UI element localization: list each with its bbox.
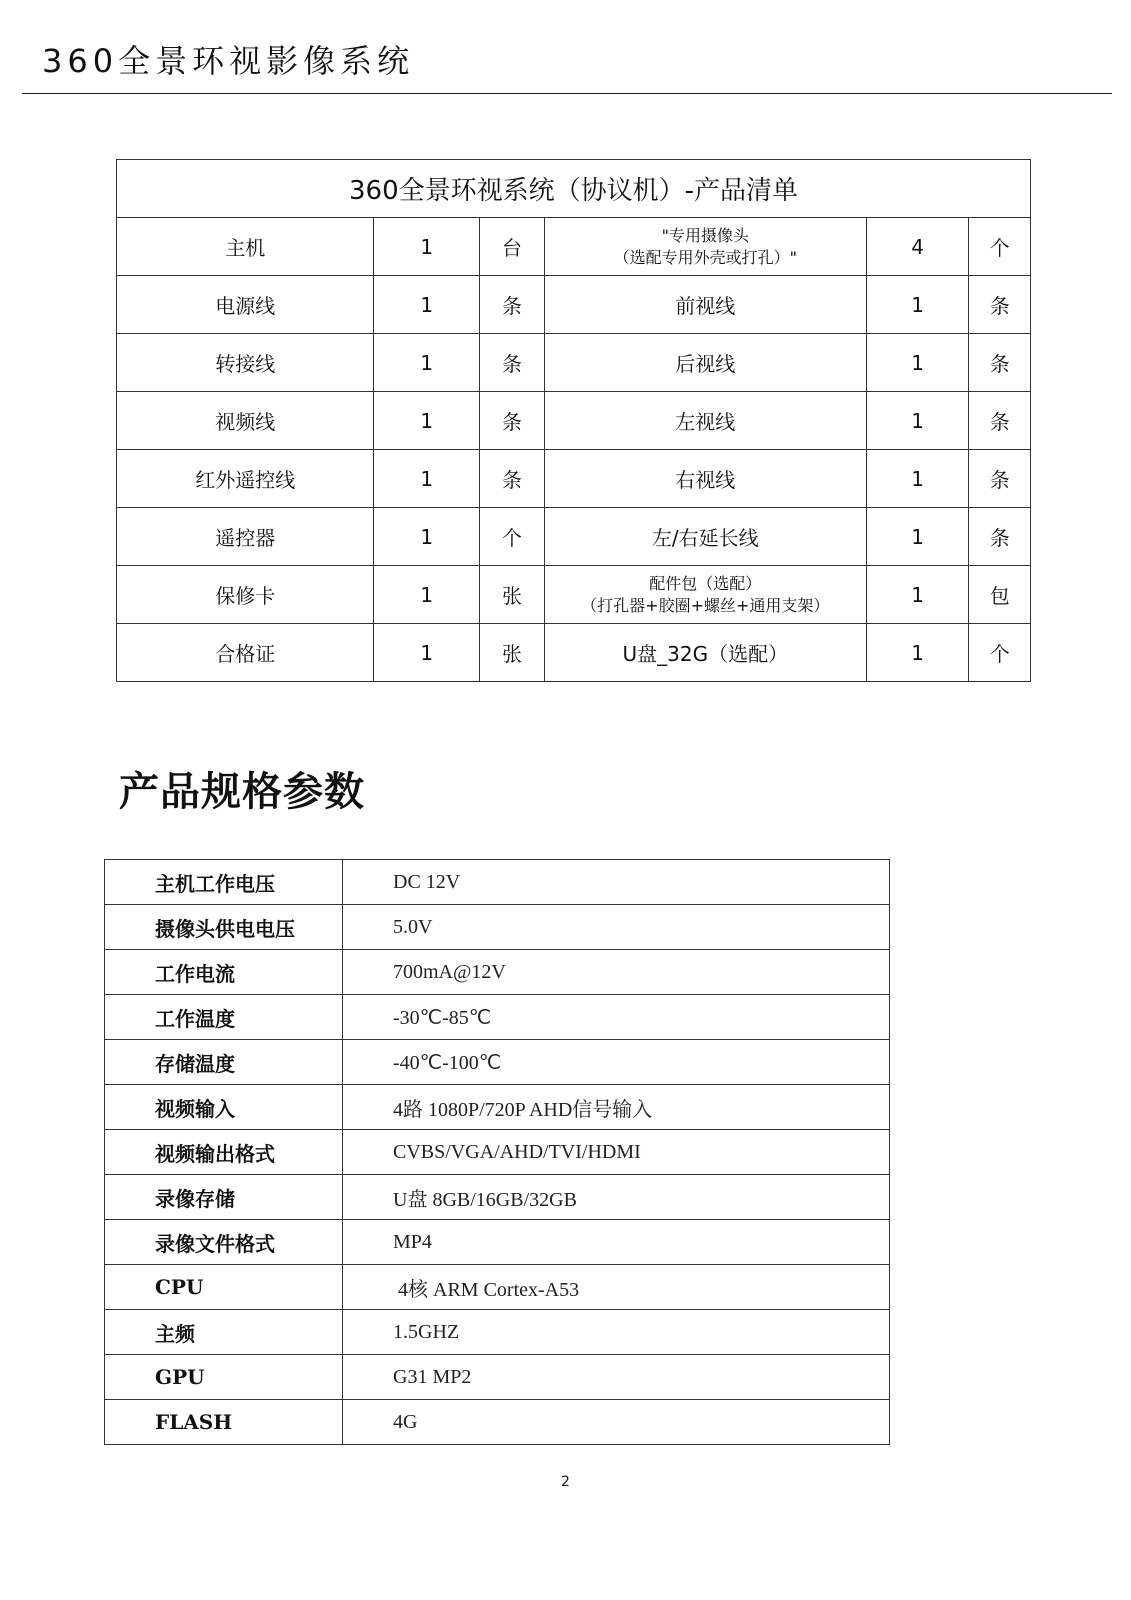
spec-row — [105, 1175, 890, 1220]
packing-list-row — [117, 508, 1031, 566]
spec-value: 4路 1080P/720P AHD信号输入 — [343, 1085, 890, 1130]
spec-row — [105, 905, 890, 950]
item-unit: 包 — [969, 566, 1031, 624]
item-unit: 台 — [480, 218, 545, 276]
item-unit: 条 — [969, 334, 1031, 392]
item-name: 主机 — [117, 218, 374, 276]
spec-row — [105, 950, 890, 995]
item-name: 保修卡 — [117, 566, 374, 624]
spec-value: 4G — [343, 1400, 890, 1445]
item-qty: 1 — [866, 624, 969, 682]
item-qty: 1 — [866, 450, 969, 508]
spec-label: 工作电流 — [105, 950, 343, 995]
spec-row — [105, 1400, 890, 1445]
spec-label: 录像文件格式 — [105, 1220, 343, 1265]
item-name: 转接线 — [117, 334, 374, 392]
item-unit: 条 — [480, 276, 545, 334]
item-name: 前视线 — [544, 276, 866, 334]
spec-label: FLASH — [105, 1400, 343, 1445]
spec-label: GPU — [105, 1355, 343, 1400]
packing-list-row — [117, 334, 1031, 392]
item-name: 合格证 — [117, 624, 374, 682]
packing-list-row — [117, 276, 1031, 334]
item-qty: 1 — [374, 334, 480, 392]
item-name-line: （打孔器+胶圈+螺丝+通用支架） — [581, 595, 830, 615]
item-name-line: 配件包（选配） — [649, 573, 762, 593]
spec-row — [105, 1085, 890, 1130]
page-number: 2 — [561, 1474, 570, 1490]
item-unit: 个 — [969, 218, 1031, 276]
item-name: 红外遥控线 — [117, 450, 374, 508]
item-name: U盘_32G（选配） — [544, 624, 866, 682]
item-qty: 1 — [374, 218, 480, 276]
item-qty: 1 — [374, 276, 480, 334]
item-unit: 条 — [480, 334, 545, 392]
item-name: 遥控器 — [117, 508, 374, 566]
item-qty: 1 — [866, 508, 969, 566]
packing-list-table — [116, 159, 1031, 682]
item-unit: 条 — [969, 450, 1031, 508]
item-qty: 1 — [374, 624, 480, 682]
spec-label: 存储温度 — [105, 1040, 343, 1085]
packing-list-row — [117, 566, 1031, 624]
packing-list-row — [117, 392, 1031, 450]
packing-list-title: 360全景环视系统（协议机）-产品清单 — [117, 160, 1031, 218]
spec-value: G31 MP2 — [343, 1355, 890, 1400]
item-qty: 1 — [866, 392, 969, 450]
spec-value: DC 12V — [343, 860, 890, 905]
item-qty: 1 — [866, 566, 969, 624]
item-name — [544, 566, 866, 624]
item-name: 视频线 — [117, 392, 374, 450]
spec-label: 工作温度 — [105, 995, 343, 1040]
spec-value: U盘 8GB/16GB/32GB — [343, 1175, 890, 1220]
spec-value: -40℃-100℃ — [343, 1040, 890, 1085]
item-unit: 条 — [969, 508, 1031, 566]
spec-label: CPU — [105, 1265, 343, 1310]
item-unit: 张 — [480, 566, 545, 624]
document-header-title: 360全景环视影像系统 — [42, 42, 415, 80]
item-unit: 条 — [969, 392, 1031, 450]
packing-list-row — [117, 218, 1031, 276]
item-unit: 张 — [480, 624, 545, 682]
spec-row — [105, 995, 890, 1040]
item-name: 电源线 — [117, 276, 374, 334]
spec-value: 1.5GHZ — [343, 1310, 890, 1355]
spec-row — [105, 1040, 890, 1085]
spec-row — [105, 1220, 890, 1265]
spec-label: 录像存储 — [105, 1175, 343, 1220]
item-name: 左/右延长线 — [544, 508, 866, 566]
item-unit: 条 — [969, 276, 1031, 334]
item-unit: 条 — [480, 450, 545, 508]
spec-label: 主机工作电压 — [105, 860, 343, 905]
item-name: 后视线 — [544, 334, 866, 392]
spec-value: -30℃-85℃ — [343, 995, 890, 1040]
spec-label: 主频 — [105, 1310, 343, 1355]
spec-label: 视频输入 — [105, 1085, 343, 1130]
item-qty: 1 — [374, 508, 480, 566]
item-qty: 1 — [374, 392, 480, 450]
spec-row — [105, 1265, 890, 1310]
item-name-line: （选配专用外壳或打孔）" — [613, 247, 797, 267]
item-qty: 1 — [374, 450, 480, 508]
spec-row — [105, 1355, 890, 1400]
header-divider — [22, 93, 1112, 94]
item-qty: 1 — [866, 276, 969, 334]
item-qty: 1 — [866, 334, 969, 392]
item-name: 右视线 — [544, 450, 866, 508]
specs-heading: 产品规格参数 — [119, 769, 365, 815]
item-name-line: "专用摄像头 — [661, 225, 749, 245]
specs-table — [104, 859, 890, 1445]
packing-list-row — [117, 450, 1031, 508]
spec-value: 5.0V — [343, 905, 890, 950]
spec-label: 视频输出格式 — [105, 1130, 343, 1175]
item-unit: 个 — [480, 508, 545, 566]
spec-row — [105, 1130, 890, 1175]
item-qty: 4 — [866, 218, 969, 276]
spec-row — [105, 1310, 890, 1355]
item-qty: 1 — [374, 566, 480, 624]
item-unit: 个 — [969, 624, 1031, 682]
spec-value: 700mA@12V — [343, 950, 890, 995]
spec-value: CVBS/VGA/AHD/TVI/HDMI — [343, 1130, 890, 1175]
spec-label: 摄像头供电电压 — [105, 905, 343, 950]
item-name — [544, 218, 866, 276]
packing-list-row — [117, 624, 1031, 682]
spec-value: 4核 ARM Cortex-A53 — [343, 1265, 890, 1310]
spec-row — [105, 860, 890, 905]
spec-value: MP4 — [343, 1220, 890, 1265]
item-name: 左视线 — [544, 392, 866, 450]
item-unit: 条 — [480, 392, 545, 450]
